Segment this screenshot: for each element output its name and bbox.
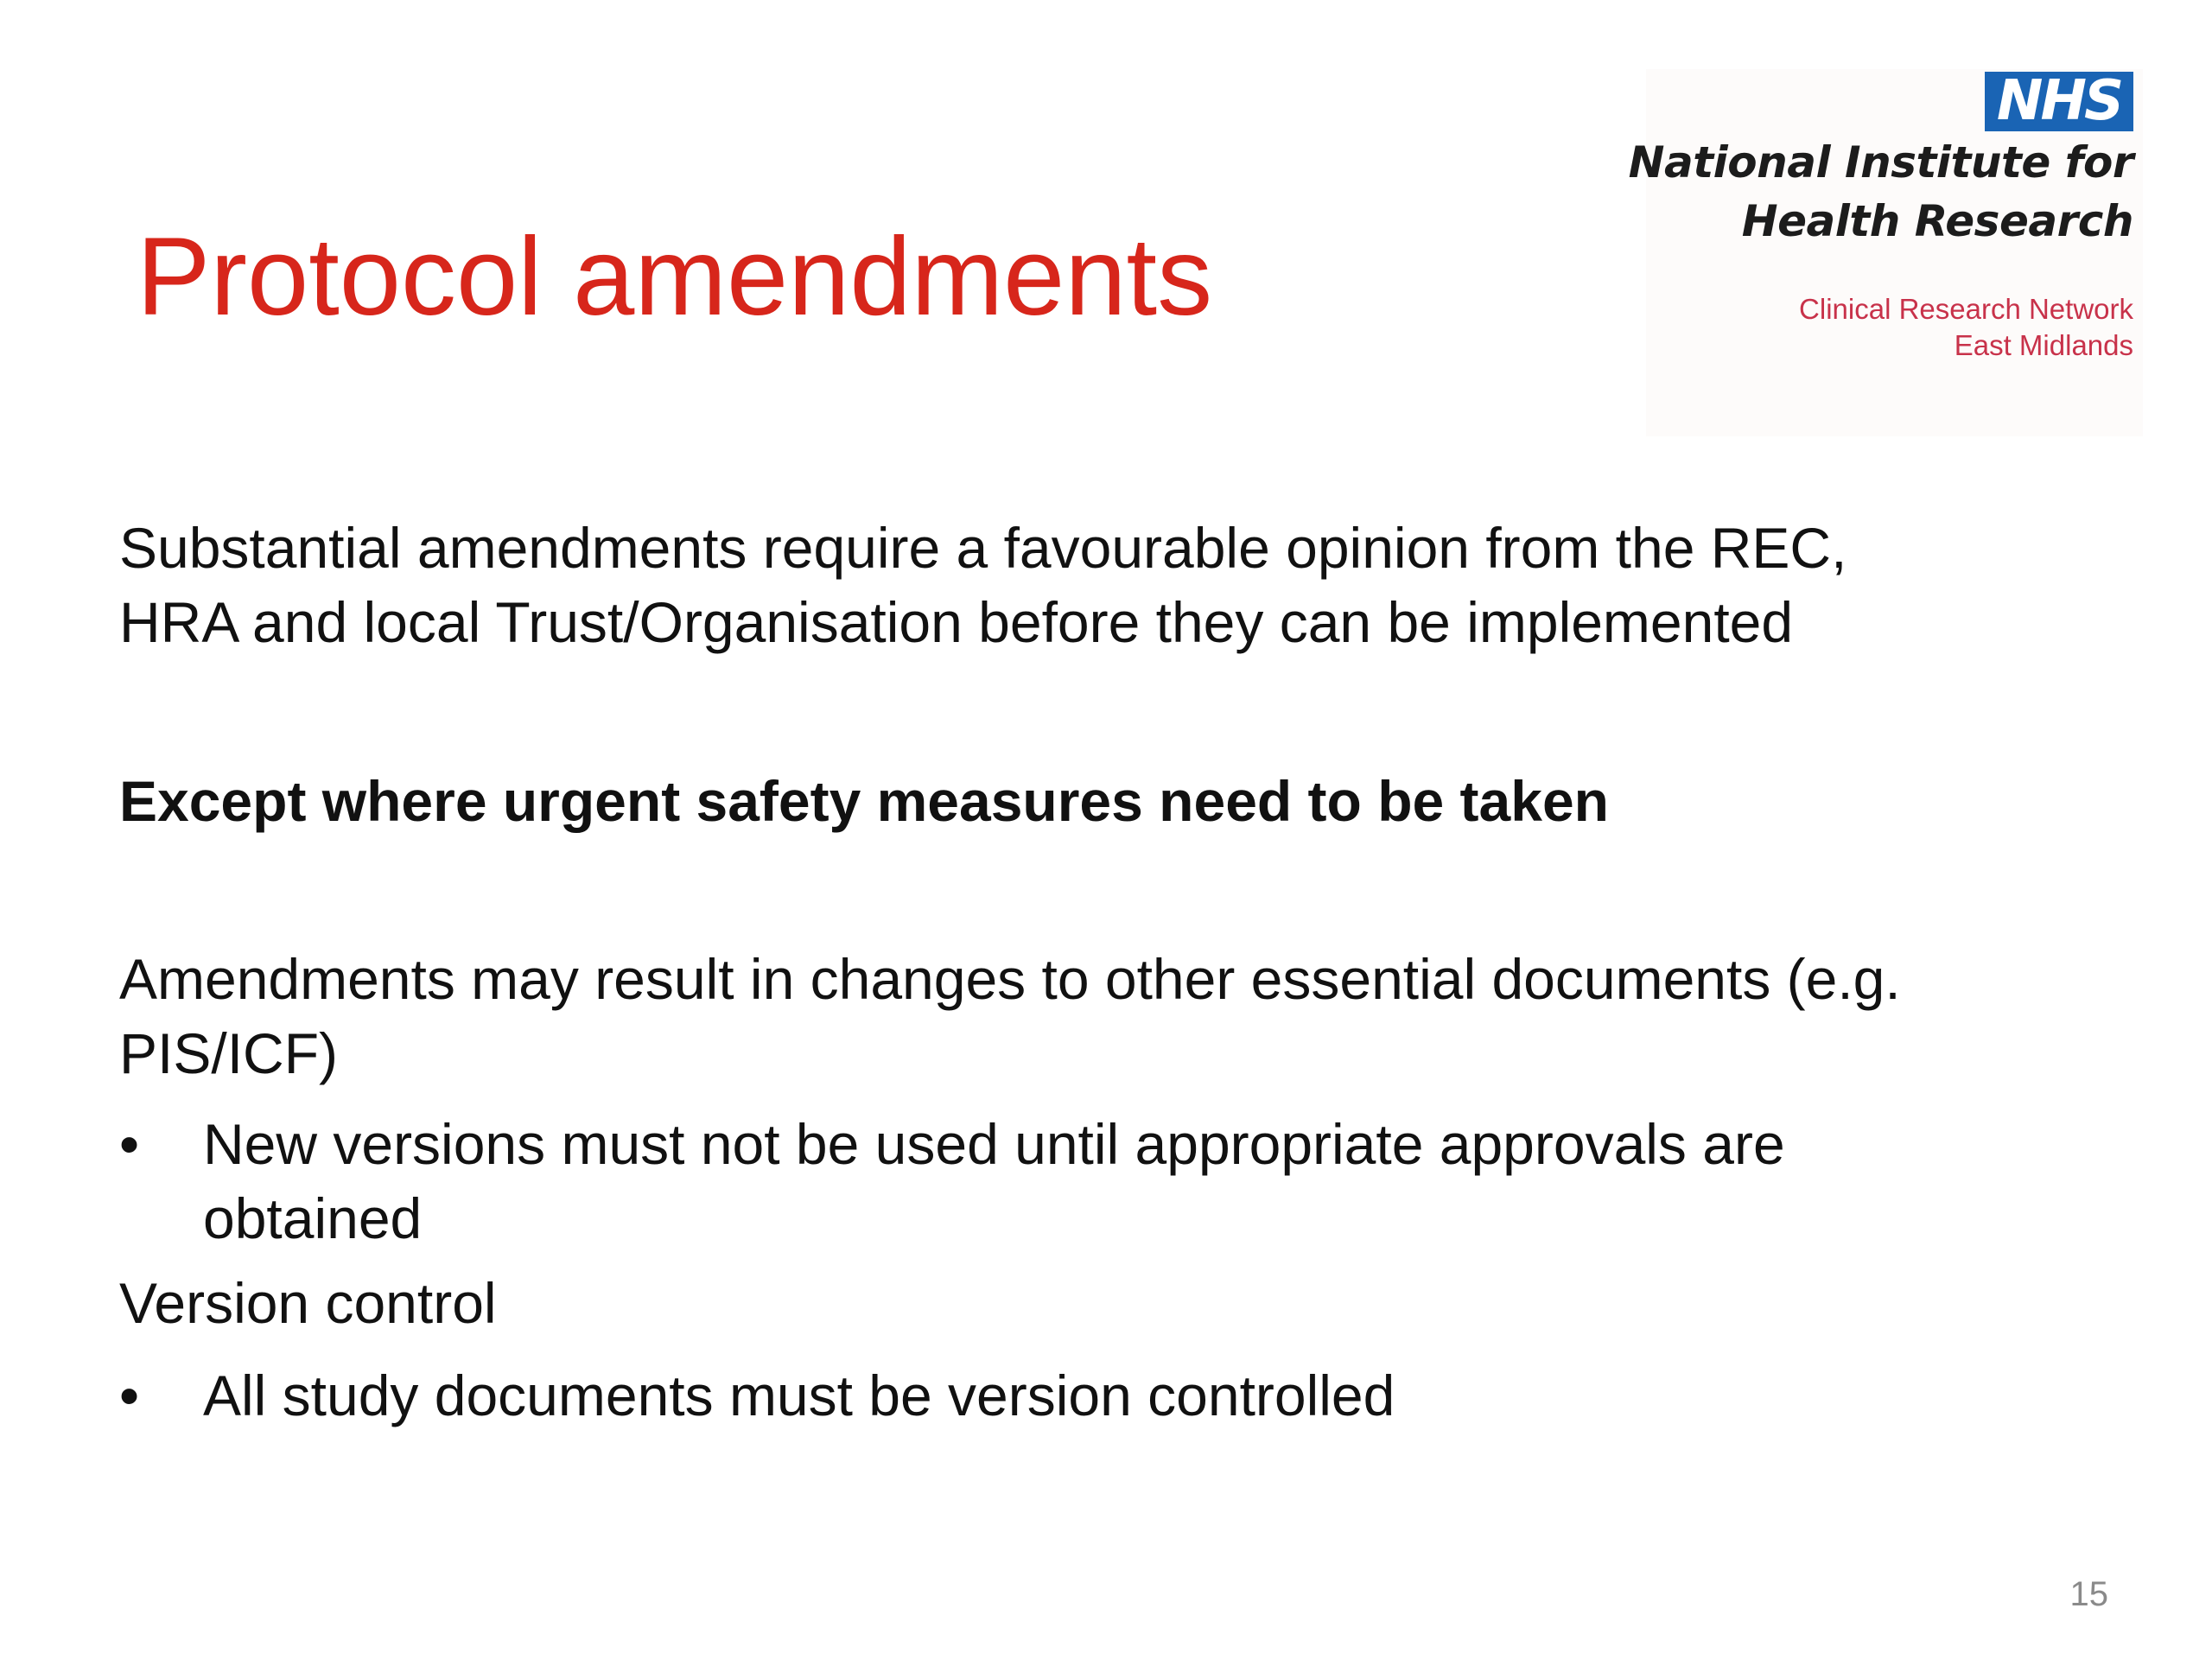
intro-paragraph: Substantial amendments require a favourable opinion from the REC, HRA and local Trust/Organisation before they can be implemented: [119, 516, 1847, 654]
page-number: 15: [2069, 1575, 2108, 1613]
bullet-dot: •: [119, 1363, 140, 1427]
network-name-line-1: Clinical Research Network: [1799, 293, 2133, 325]
documents-paragraph: Amendments may result in changes to other essential documents (e.g. PIS/ICF): [119, 947, 1901, 1085]
institute-name-line-2: Health Research: [1741, 196, 2133, 246]
slide-title: Protocol amendments: [137, 215, 1213, 339]
network-name-line-2: East Midlands: [1954, 329, 2133, 361]
bullet-text: New versions must not be used until appropriate approvals are obtained: [203, 1112, 1785, 1250]
nihr-logo: [1628, 69, 2143, 436]
bullet-text: All study documents must be version controlled: [203, 1363, 1395, 1427]
exception-paragraph: Except where urgent safety measures need to be taken: [119, 769, 1609, 833]
bullet-dot: •: [119, 1112, 140, 1176]
version-control-heading: Version control: [119, 1271, 497, 1335]
nhs-logo-mark: NHS: [1985, 72, 2133, 131]
institute-name-line-1: National Institute for: [1628, 137, 2133, 188]
